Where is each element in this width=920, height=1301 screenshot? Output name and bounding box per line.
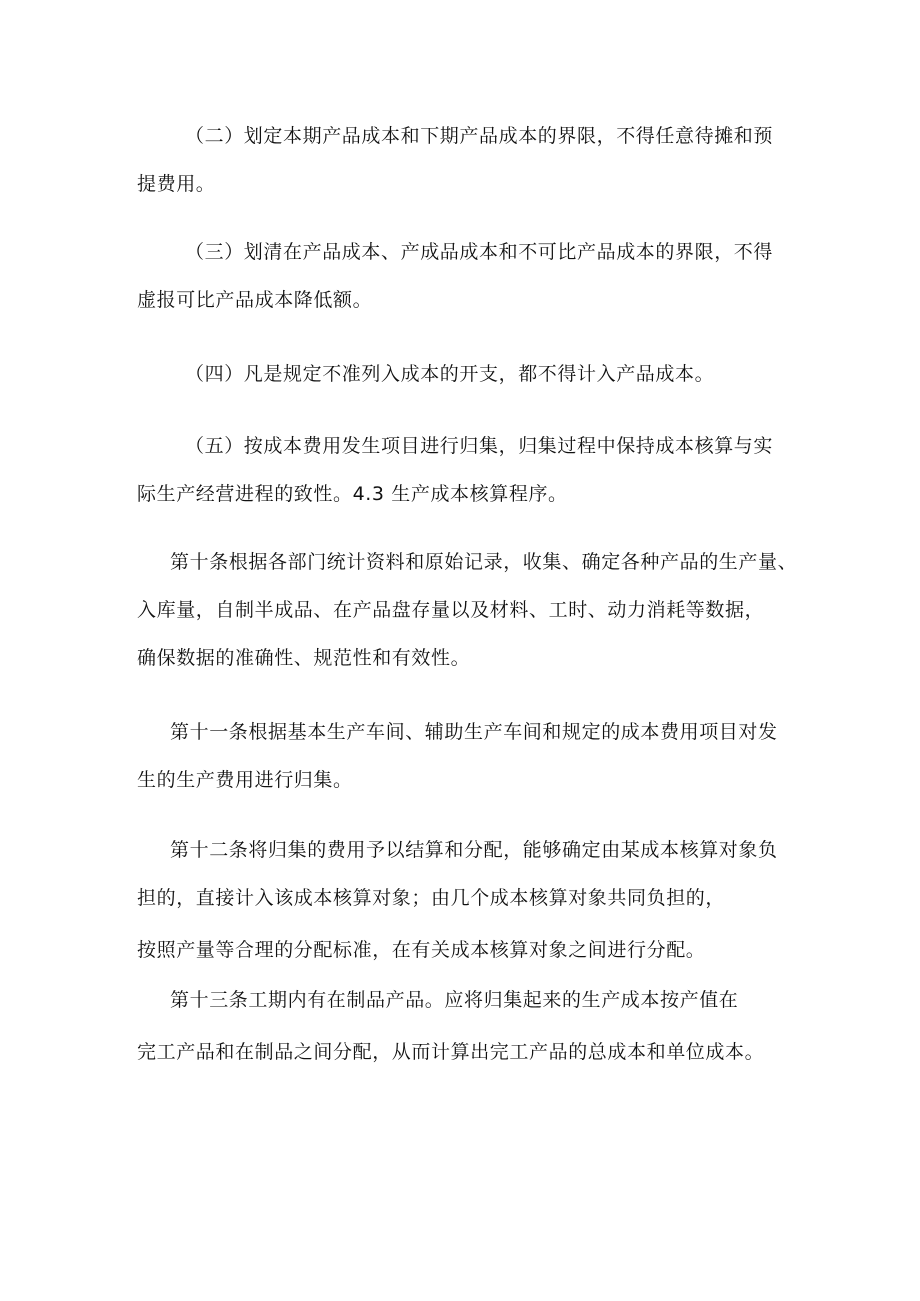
para-4-line-1: （四）凡是规定不准列入成本的开支，都不得计入产品成本。 <box>185 363 715 385</box>
article-10-line-1: 第十条根据各部门统计资料和原始记录，收集、确定各种产品的生产量、 <box>170 551 798 573</box>
article-13-line-1: 第十三条工期内有在制品产品。应将归集起来的生产成本按产值在 <box>170 989 739 1011</box>
para-2-line-2: 提费用。 <box>137 173 216 195</box>
para-5-line-2: 际生产经营进程的致性。4.3 生产成本核算程序。 <box>137 483 568 505</box>
para-3-line-1: （三）划清在产品成本、产成品成本和不可比产品成本的界限，不得 <box>185 241 774 263</box>
article-11-line-2: 生的生产费用进行归集。 <box>137 769 353 791</box>
article-10-line-2: 入库量，自制半成品、在产品盘存量以及材料、工时、动力消耗等数据， <box>137 599 765 621</box>
article-10-line-3: 确保数据的准确性、规范性和有效性。 <box>137 647 471 669</box>
para-3-line-2: 虚报可比产品成本降低额。 <box>137 289 373 311</box>
article-12-line-3: 按照产量等合理的分配标准，在有关成本核算对象之间进行分配。 <box>137 939 706 961</box>
article-11-line-1: 第十一条根据基本生产车间、辅助生产车间和规定的成本费用项目对发 <box>170 721 778 743</box>
para-5-line-1: （五）按成本费用发生项目进行归集，归集过程中保持成本核算与实 <box>185 435 774 457</box>
article-13-line-2: 完工产品和在制品之间分配，从而计算出完工产品的总成本和单位成本。 <box>137 1041 765 1063</box>
article-12-line-2: 担的，直接计入该成本核算对象；由几个成本核算对象共同负担的， <box>137 887 726 909</box>
article-12-line-1: 第十二条将归集的费用予以结算和分配，能够确定由某成本核算对象负 <box>170 839 778 861</box>
para-2-line-1: （二）划定本期产品成本和下期产品成本的界限，不得任意待摊和预 <box>185 125 774 147</box>
